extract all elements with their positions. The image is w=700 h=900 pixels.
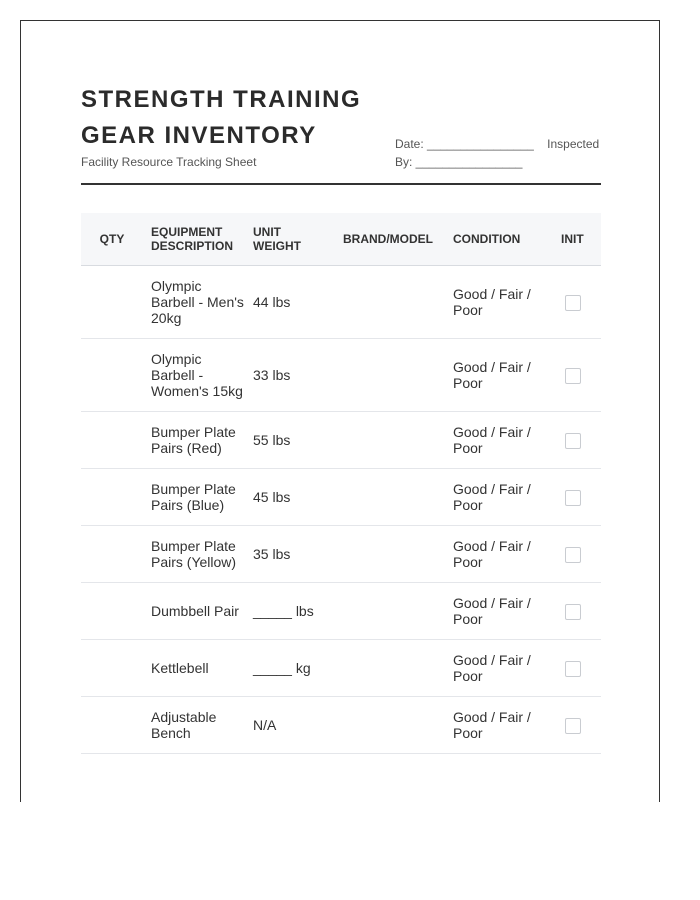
- unit-weight-cell: 45 lbs: [245, 469, 335, 526]
- condition-cell: Good / Fair / Poor: [445, 266, 553, 339]
- unit-weight-cell: _____ lbs: [245, 583, 335, 640]
- qty-cell[interactable]: [81, 640, 143, 697]
- condition-cell: Good / Fair / Poor: [445, 583, 553, 640]
- brand-model-cell[interactable]: [335, 469, 445, 526]
- init-cell: [553, 266, 601, 339]
- qty-cell[interactable]: [81, 526, 143, 583]
- unit-weight-cell: 44 lbs: [245, 266, 335, 339]
- column-header-brand: BRAND/MODEL: [335, 213, 445, 266]
- equipment-cell: Bumper Plate Pairs (Blue): [143, 469, 245, 526]
- init-cell: [553, 583, 601, 640]
- qty-cell[interactable]: [81, 412, 143, 469]
- column-header-weight: [245, 213, 335, 266]
- page-subtitle: Facility Resource Tracking Sheet: [81, 155, 257, 169]
- table-row: [81, 526, 601, 583]
- inspected-by-line: By: ________________: [395, 155, 523, 169]
- inventory-table: [81, 213, 601, 754]
- qty-cell[interactable]: [81, 266, 143, 339]
- equipment-cell: Adjustable Bench: [143, 697, 245, 754]
- init-checkbox[interactable]: [565, 295, 581, 311]
- brand-model-cell[interactable]: [335, 339, 445, 412]
- table-row: [81, 412, 601, 469]
- title-line-2: GEAR INVENTORY: [81, 122, 317, 149]
- table-row: [81, 469, 601, 526]
- column-header-weight-line2: WEIGHT: [253, 239, 301, 253]
- init-checkbox[interactable]: [565, 433, 581, 449]
- brand-model-cell[interactable]: [335, 697, 445, 754]
- sheet-header: [81, 21, 601, 185]
- init-checkbox[interactable]: [565, 604, 581, 620]
- unit-weight-cell: N/A: [245, 697, 335, 754]
- init-checkbox[interactable]: [565, 718, 581, 734]
- init-cell: [553, 526, 601, 583]
- condition-cell: Good / Fair / Poor: [445, 469, 553, 526]
- init-checkbox[interactable]: [565, 547, 581, 563]
- table-row: [81, 339, 601, 412]
- init-checkbox[interactable]: [565, 661, 581, 677]
- title-line-1: STRENGTH TRAINING: [81, 86, 362, 113]
- init-cell: [553, 339, 601, 412]
- column-header-init: INIT: [553, 213, 601, 266]
- brand-model-cell[interactable]: [335, 583, 445, 640]
- inventory-sheet: [20, 20, 660, 802]
- table-row: [81, 640, 601, 697]
- column-header-equipment-line2: DESCRIPTION: [151, 239, 234, 253]
- equipment-cell: Bumper Plate Pairs (Red): [143, 412, 245, 469]
- page-title: [81, 82, 401, 154]
- unit-weight-cell: 35 lbs: [245, 526, 335, 583]
- unit-weight-cell: _____ kg: [245, 640, 335, 697]
- column-header-equipment: [143, 213, 245, 266]
- date-field-line: Date: ________________ Inspected: [395, 137, 600, 151]
- qty-cell[interactable]: [81, 339, 143, 412]
- condition-cell: Good / Fair / Poor: [445, 412, 553, 469]
- column-header-weight-line1: UNIT: [253, 225, 281, 239]
- equipment-cell: Dumbbell Pair: [143, 583, 245, 640]
- unit-weight-cell: 33 lbs: [245, 339, 335, 412]
- qty-cell[interactable]: [81, 697, 143, 754]
- condition-cell: Good / Fair / Poor: [445, 640, 553, 697]
- date-inspected-block: [395, 135, 605, 171]
- brand-model-cell[interactable]: [335, 266, 445, 339]
- brand-model-cell[interactable]: [335, 640, 445, 697]
- brand-model-cell[interactable]: [335, 526, 445, 583]
- equipment-cell: Kettlebell: [143, 640, 245, 697]
- condition-cell: Good / Fair / Poor: [445, 339, 553, 412]
- init-cell: [553, 697, 601, 754]
- unit-weight-cell: 55 lbs: [245, 412, 335, 469]
- brand-model-cell[interactable]: [335, 412, 445, 469]
- column-header-qty: QTY: [81, 213, 143, 266]
- condition-cell: Good / Fair / Poor: [445, 697, 553, 754]
- init-checkbox[interactable]: [565, 368, 581, 384]
- table-row: [81, 583, 601, 640]
- init-checkbox[interactable]: [565, 490, 581, 506]
- table-header-row: [81, 213, 601, 266]
- table-row: [81, 266, 601, 339]
- equipment-cell: Olympic Barbell - Men's 20kg: [143, 266, 245, 339]
- init-cell: [553, 412, 601, 469]
- qty-cell[interactable]: [81, 583, 143, 640]
- equipment-cell: Olympic Barbell - Women's 15kg: [143, 339, 245, 412]
- init-cell: [553, 640, 601, 697]
- qty-cell[interactable]: [81, 469, 143, 526]
- init-cell: [553, 469, 601, 526]
- column-header-condition: CONDITION: [445, 213, 553, 266]
- condition-cell: Good / Fair / Poor: [445, 526, 553, 583]
- column-header-equipment-line1: EQUIPMENT: [151, 225, 223, 239]
- table-row: [81, 697, 601, 754]
- equipment-cell: Bumper Plate Pairs (Yellow): [143, 526, 245, 583]
